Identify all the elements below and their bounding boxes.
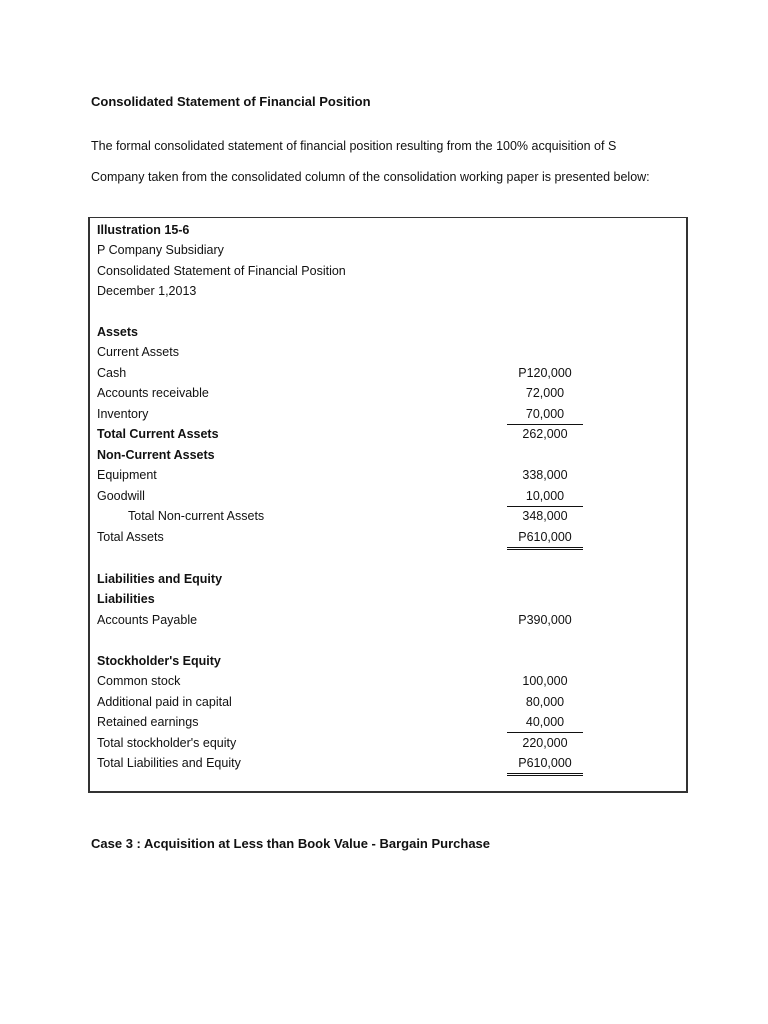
goodwill-row: Goodwill 10,000 — [97, 486, 677, 506]
company-name: P Company Subsidiary — [97, 243, 224, 257]
illustration-label: Illustration 15-6 — [97, 223, 190, 237]
intro-paragraph — [91, 131, 691, 193]
accounts-receivable-row: Accounts receivable 72,000 — [97, 386, 565, 400]
statement-date: December 1,2013 — [97, 284, 197, 298]
intro-line-1: The formal consolidated statement of financial position resulting from the 100% acquisition of S — [91, 139, 617, 153]
case-heading: Case 3 : Acquisition at Less than Book Value - Bargain Purchase — [91, 836, 491, 851]
accounts-payable-row: Accounts Payable P390,000 — [97, 613, 572, 627]
current-assets-heading: Current Assets — [97, 345, 179, 359]
assets-heading: Assets — [97, 325, 138, 339]
cash-row: Cash P120,000 — [97, 366, 572, 380]
total-liabilities-equity-row: Total Liabilities and Equity P610,000 — [97, 753, 677, 773]
noncurrent-assets-heading: Non-Current Assets — [97, 448, 215, 462]
total-current-assets-row: Total Current Assets 262,000 — [97, 427, 568, 441]
intro-line-2: Company taken from the consolidated column of the consolidation working paper is presented below: — [91, 170, 650, 184]
common-stock-row: Common stock 100,000 — [97, 674, 568, 688]
total-noncurrent-assets-row: Total Non-current Assets 348,000 — [128, 509, 568, 523]
statement-title: Consolidated Statement of Financial Position — [97, 264, 346, 278]
liabilities-equity-heading: Liabilities and Equity — [97, 572, 223, 586]
apic-row: Additional paid in capital 80,000 — [97, 695, 565, 709]
total-assets-row: Total Assets P610,000 — [97, 527, 677, 547]
inventory-row: Inventory 70,000 — [97, 404, 677, 424]
total-equity-row: Total stockholder's equity 220,000 — [97, 736, 568, 750]
section-heading: Consolidated Statement of Financial Position — [91, 94, 371, 109]
equipment-row: Equipment 338,000 — [97, 468, 568, 482]
liabilities-heading: Liabilities — [97, 592, 155, 606]
equity-heading: Stockholder's Equity — [97, 654, 221, 668]
retained-earnings-row: Retained earnings 40,000 — [97, 712, 677, 732]
statement-box — [88, 217, 688, 793]
